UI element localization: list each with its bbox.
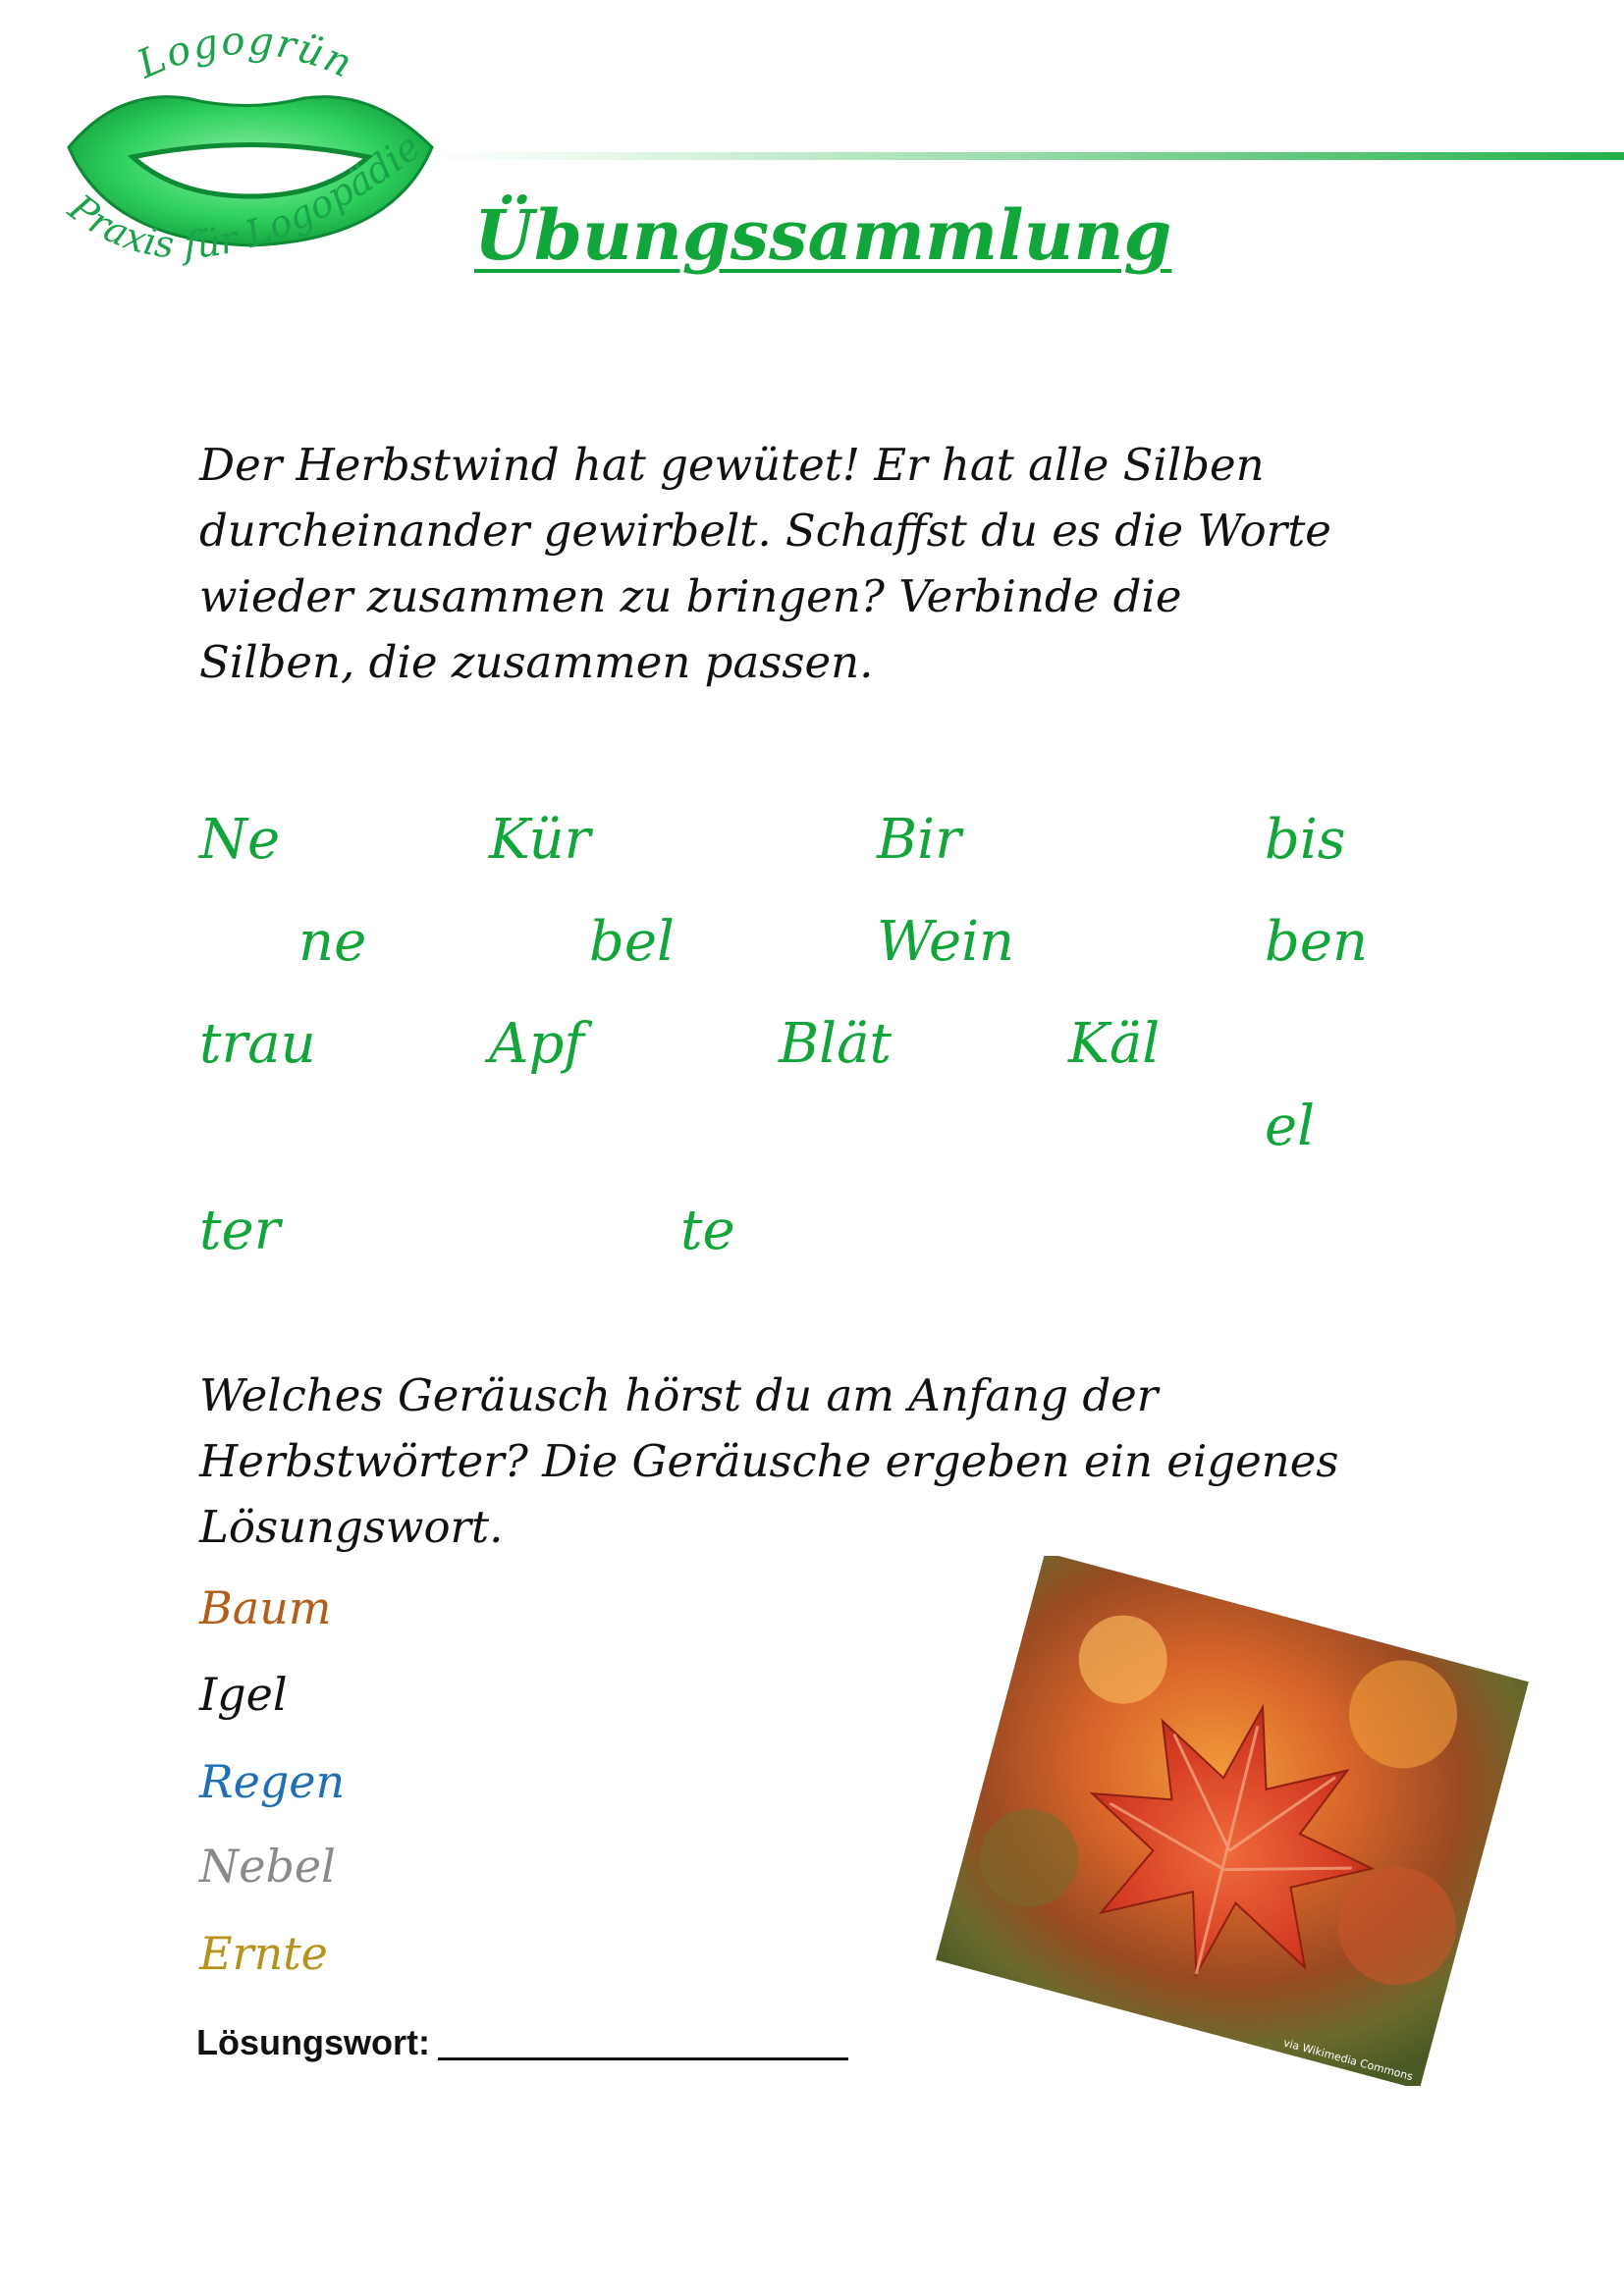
syllable: Apf <box>489 1012 585 1076</box>
autumn-word: Regen <box>199 1755 346 1808</box>
page-title: Übungssammlung <box>474 194 1172 276</box>
syllable: te <box>680 1199 735 1262</box>
task2-line: Welches Geräusch hörst du am Anfang der <box>199 1369 1159 1421</box>
logo-top-text: Logogrün <box>131 20 360 88</box>
task2-line: Herbstwörter? Die Geräusche ergeben ein eigenes <box>199 1435 1339 1487</box>
answer-blank[interactable] <box>438 2024 848 2060</box>
svg-text:Logogrün <box>130 20 359 88</box>
syllable: trau <box>199 1012 316 1076</box>
header-rule <box>432 152 1624 160</box>
syllable: Kür <box>489 808 591 872</box>
syllable: ben <box>1265 910 1369 974</box>
photo-credit: via Wikimedia Commons <box>1281 2036 1415 2084</box>
autumn-leaf-photo <box>908 1556 1556 2086</box>
task1-line: Silben, die zusammen passen. <box>199 636 874 688</box>
syllable: Wein <box>877 910 1015 974</box>
task1-line: wieder zusammen zu bringen? Verbinde die <box>199 570 1182 622</box>
syllable: ter <box>199 1199 281 1262</box>
syllable: el <box>1265 1095 1316 1158</box>
syllable: Blät <box>779 1012 892 1076</box>
syllable: Ne <box>199 808 281 872</box>
task2-instructions <box>199 1362 1338 1560</box>
answer-field[interactable] <box>196 2024 848 2060</box>
syllable: ne <box>298 910 367 974</box>
logo-logogruen <box>29 20 461 334</box>
logo-bottom-text: Praxis für Logopädie <box>60 125 429 267</box>
syllable: bel <box>589 910 675 974</box>
autumn-word: Baum <box>199 1581 332 1634</box>
autumn-word: Nebel <box>199 1840 336 1893</box>
task1-instructions <box>199 432 1331 695</box>
syllable: Bir <box>877 808 961 872</box>
syllable: Käl <box>1068 1012 1161 1076</box>
autumn-word: Igel <box>199 1668 288 1721</box>
task2-line: Lösungswort. <box>199 1501 504 1553</box>
task1-line: durcheinander gewirbelt. Schaffst du es die Worte <box>199 505 1331 557</box>
syllable: bis <box>1265 808 1346 872</box>
answer-label: Lösungswort: <box>196 2022 430 2062</box>
task1-line: Der Herbstwind hat gewütet! Er hat alle Silben <box>199 439 1265 491</box>
autumn-word: Ernte <box>199 1927 328 1980</box>
